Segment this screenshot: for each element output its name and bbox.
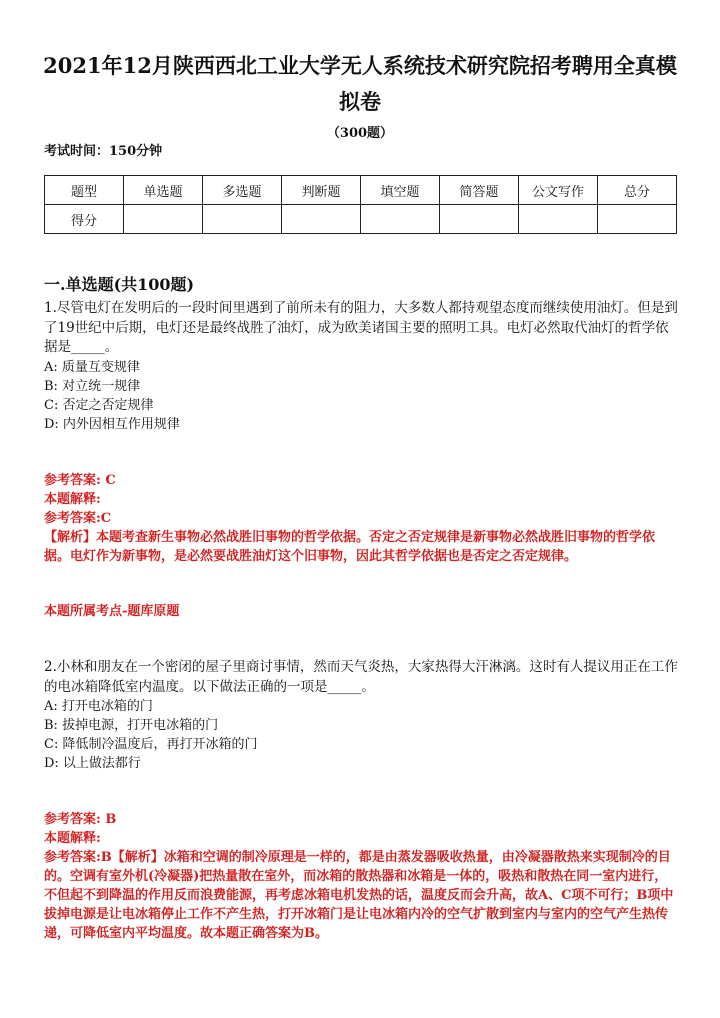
option-d: D: 以上做法都行	[44, 756, 141, 771]
answer-repeat: 参考答案:C	[44, 511, 112, 526]
score-header-cell: 判断题	[282, 176, 361, 205]
exam-time: 考试时间：150分钟	[44, 144, 163, 159]
score-cell	[282, 205, 361, 234]
option-c: C: 否定之否定规律	[44, 398, 154, 413]
answer-label: 参考答案: C	[44, 473, 116, 488]
score-cell	[519, 205, 598, 234]
analysis-text: 【解析】本题考查新生事物必然战胜旧事物的哲学依据。否定之否定规律是新事物必然战胜旧事物的哲学依据。电灯作为新事物，是必然要战胜油灯这个旧事物，因此其哲学依据也是否定之否定规律。	[44, 530, 656, 564]
page-title: 2021年12月陕西西北工业大学无人系统技术研究院招考聘用全真模拟卷	[43, 53, 677, 114]
option-d: D: 内外因相互作用规律	[44, 417, 180, 432]
score-cell	[598, 205, 677, 234]
source-note: 本题所属考点-题库原题	[44, 604, 180, 619]
score-header-cell: 公文写作	[519, 176, 598, 205]
explain-label: 本题解释:	[44, 831, 101, 846]
score-header-cell: 多选题	[203, 176, 282, 205]
score-header-cell: 单选题	[124, 176, 203, 205]
question-count: （300题）	[326, 126, 394, 141]
option-a: A: 打开电冰箱的门	[44, 699, 153, 714]
score-table-header-row	[45, 176, 677, 205]
question-stem: 1.尽管电灯在发明后的一段时间里遇到了前所未有的阻力，大多数人都持观望态度而继续使用油灯。但是到了19世纪中后期，电灯还是最终战胜了油灯，成为欧美诸国主要的照明工具。电灯必然取代油灯的哲学依据是_____。	[44, 300, 678, 355]
score-cell	[203, 205, 282, 234]
option-b: B: 对立统一规律	[44, 379, 141, 394]
option-c: C: 降低制冷温度后，再打开冰箱的门	[44, 737, 258, 752]
score-table-row	[45, 205, 677, 234]
score-header-cell: 简答题	[440, 176, 519, 205]
score-header-cell: 填空题	[361, 176, 440, 205]
score-cell	[361, 205, 440, 234]
analysis-text: 参考答案:B【解析】冰箱和空调的制冷原理是一样的，都是由蒸发器吸收热量，由冷凝器散热来实现制冷的目的。空调有室外机(冷凝器)把热量散在室外，而冰箱的散热器和冰箱是一体的，吸热和散热在同一室内进行，不但起不到降温的作用反而浪费能源，再考虑冰箱电机发热的话，温度反而会升高，故A、C项不可行；B项中拔掉电源是让电冰箱停止工作不产生热，打开冰箱门是让电冰箱内冷的空气扩散到室内与室内的空气产生热传递，可降低室内平均温度。故本题正确答案为B。	[44, 850, 674, 941]
score-row-label: 得分	[45, 205, 124, 234]
score-cell	[124, 205, 203, 234]
option-a: A: 质量互变规律	[44, 360, 140, 375]
score-header-cell: 总分	[598, 176, 677, 205]
explain-label: 本题解释:	[44, 492, 101, 507]
answer-label: 参考答案: B	[44, 812, 117, 827]
score-cell	[440, 205, 519, 234]
score-header-cell: 题型	[45, 176, 124, 205]
section-title: 一.单选题(共100题)	[44, 275, 195, 294]
option-b: B: 拔掉电源，打开电冰箱的门	[44, 718, 219, 733]
score-table	[44, 175, 677, 234]
question-stem: 2.小林和朋友在一个密闭的屋子里商讨事情，然而天气炎热，大家热得大汗淋漓。这时有人提议用正在工作的电冰箱降低室内温度。以下做法正确的一项是_____。	[44, 659, 678, 695]
